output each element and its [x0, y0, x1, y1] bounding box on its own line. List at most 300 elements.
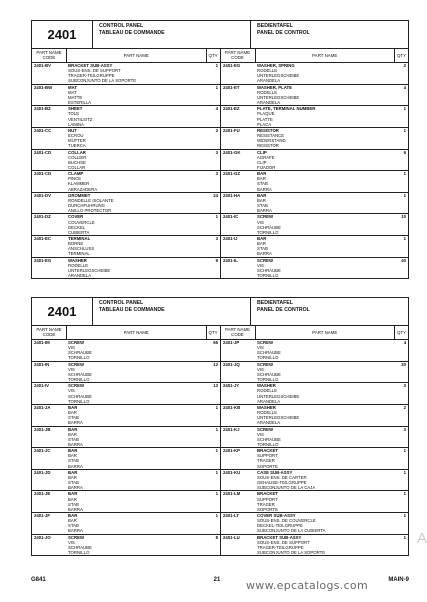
part-name-line: COUVERCLE [68, 219, 95, 225]
part-name-line: BARRA [68, 420, 83, 426]
part-name-line: MATTE [68, 94, 83, 100]
table-row [221, 214, 408, 236]
part-name-line: SOUS-ENS. DE CARTER [257, 474, 307, 480]
part-number: 2401-BW [34, 84, 53, 90]
part-name-line: BARRA [68, 441, 83, 447]
part-name-line: SOPORTE [257, 506, 278, 512]
quantity: 1 [215, 84, 218, 90]
part-name-line: STAB [257, 181, 268, 187]
part-name-line: BARRA [257, 186, 272, 192]
table-row [32, 427, 220, 449]
part-name-line: BAR [68, 453, 77, 459]
part-name-line: SUBCONJUNTO DE LA SOPORTE [257, 550, 326, 556]
part-name-line: SCREW [68, 383, 84, 389]
parts-panel-1 [31, 20, 409, 279]
part-name-line: BAR [68, 513, 78, 518]
part-name-line: SUPPORT [257, 496, 278, 502]
quantity: 4 [403, 340, 406, 345]
part-number: 2401-JA [34, 404, 51, 410]
part-number: 2401-EG [223, 63, 241, 68]
part-name [66, 470, 207, 491]
part-name [255, 150, 395, 171]
table-row [221, 85, 408, 107]
part-name-line: ARANDELA [68, 273, 92, 279]
part-name-line: ANSCHLUSS [68, 246, 95, 252]
part-number: 2401-KP [223, 448, 240, 454]
quantity: 20 [401, 361, 406, 367]
group-code: 2401 [32, 298, 93, 325]
part-name [255, 340, 395, 361]
part-name [255, 214, 395, 235]
part-name-line: COLLAR [68, 149, 86, 155]
part-name-line: VIS [257, 262, 264, 268]
part-name [255, 513, 395, 534]
part-name [66, 128, 207, 149]
title-en-fr [93, 298, 250, 325]
table-row [221, 236, 408, 258]
part-name-line: TORNILLO [257, 273, 279, 279]
part-name-line: RODELLE [257, 89, 278, 95]
part-name-line: WASHER [257, 404, 276, 410]
part-number: 2401-EZ [223, 106, 240, 112]
part-name-line: SCHRAUBE [257, 436, 281, 442]
part-name-line: SCHRAUBE [68, 350, 92, 356]
part-name [255, 470, 395, 491]
panel-header [32, 21, 408, 49]
quantity: 4 [215, 106, 218, 112]
part-name-line: RODELLE [257, 410, 278, 416]
part-name [66, 513, 207, 534]
quantity: 1 [403, 534, 406, 540]
table-row [221, 150, 408, 172]
part-name-line: ESTERILLA [68, 100, 92, 106]
part-name-line: TORNILLO [68, 355, 90, 361]
table-row [221, 340, 408, 362]
part-name-line: SCREW [257, 257, 273, 263]
column-header [32, 326, 408, 340]
part-name-line: STAB [257, 203, 268, 209]
table-row [221, 427, 408, 449]
part-name-line: VIS [68, 345, 75, 351]
part-name-line: BARRA [68, 506, 83, 512]
part-name-line: RODELLE [68, 262, 89, 268]
part-name-line: TERMINAL [68, 251, 90, 257]
part-number: 2401-KB [223, 404, 241, 410]
part-name-line: PLATTE [257, 116, 273, 122]
title-en-fr [93, 21, 250, 48]
part-name-line: DECKEL-TEILGRUPPE [257, 523, 303, 529]
part-name [66, 405, 207, 426]
part-name-line: AGRAFE [257, 154, 275, 160]
table-row [221, 106, 408, 128]
part-name-line: TOLE [68, 111, 80, 117]
quantity: 3 [403, 383, 406, 389]
quantity: 6 [403, 149, 406, 155]
part-name-line: ARANDELA [257, 100, 281, 106]
quantity: 66 [213, 340, 218, 345]
part-name-line: VIS [257, 431, 264, 437]
part-name [255, 405, 395, 426]
group-code: 2401 [32, 21, 93, 48]
quantity: 12 [213, 361, 218, 367]
part-name-line: VIS [257, 219, 264, 225]
panel-header [32, 298, 408, 326]
part-name-line: BAR [257, 241, 266, 247]
part-number: 2401-CD [34, 149, 52, 155]
part-name [66, 535, 207, 556]
part-name-line: SUPPORT [257, 453, 278, 459]
part-name-line: TORNILLO [257, 355, 279, 361]
part-name-line: WASHER, SPRING [257, 63, 295, 68]
model-code: G841 [31, 577, 46, 583]
part-name-line: SCHRAUBE [68, 393, 92, 399]
qty-header: QTY [396, 330, 407, 335]
quantity: 1 [403, 491, 406, 497]
part-name-line: SOUS-ENS. DE SUPPORT [257, 539, 310, 545]
part-number: 2401-IV [34, 383, 50, 389]
quantity: 3 [215, 127, 218, 133]
part-name-line: WIDERSTAND [257, 138, 286, 144]
table-row [221, 193, 408, 215]
part-name [255, 383, 395, 404]
part-name-line: SCREW [257, 426, 273, 432]
part-name-line: TRAGER-TEILGRUPPE [68, 73, 115, 79]
quantity: 3 [215, 149, 218, 155]
quantity: 1 [215, 426, 218, 432]
title-fr: TABLEAU DE COMMANDE [99, 30, 165, 36]
part-number: 2401-JO [34, 534, 51, 540]
part-name-line: ARANDELA [257, 420, 281, 426]
parts-column-right [220, 340, 408, 555]
table-row [32, 362, 220, 384]
quantity: 1 [215, 491, 218, 497]
part-name-line: BARRA [68, 485, 83, 491]
part-name-line: COVER SUB-ASSY [257, 513, 296, 518]
title-es: PANEL DE CONTROL [257, 307, 310, 313]
part-name-line: MAT [68, 89, 77, 95]
part-number: 2401-DV [34, 192, 51, 198]
parts-column-left [32, 340, 220, 555]
part-name [255, 427, 395, 448]
table-row [221, 535, 408, 556]
part-name-line: SUBCONJUNTO DE LA CAJA [257, 485, 316, 491]
part-name [66, 150, 207, 171]
part-name-line: PLAQUE [257, 111, 275, 117]
table-row [32, 150, 220, 172]
part-name-line: SCREW [68, 340, 84, 345]
part-name-line: STAB [68, 458, 79, 464]
table-row [32, 448, 220, 470]
part-name-line: COVER [68, 214, 84, 220]
quantity: 10 [401, 214, 406, 220]
side-fragment: A [416, 530, 427, 547]
quantity: 1 [215, 404, 218, 410]
quantity: 1 [215, 469, 218, 475]
part-name-line: WASHER [68, 257, 87, 263]
part-name-line: VIS [68, 539, 75, 545]
table-row [221, 405, 408, 427]
table-row [32, 214, 220, 236]
part-number: 2401-JD [34, 469, 51, 475]
part-name-line: CLIP [257, 149, 267, 155]
part-name-line: WASHER [257, 383, 276, 389]
part-name-header: PART NAME [256, 326, 396, 339]
part-name [66, 383, 207, 404]
column-header [32, 49, 408, 63]
part-name-line: VIS [68, 366, 75, 372]
table-row [32, 106, 220, 128]
part-number: 2401-EC [34, 236, 51, 241]
part-name-line: BRACKET [257, 448, 279, 454]
part-name-line: BAR [68, 469, 78, 475]
part-name-line: SCHRAUBE [257, 371, 281, 377]
part-name-line: STAB [68, 523, 79, 529]
part-name-line: TRAGER [257, 458, 275, 464]
part-name-line: SCHRAUBE [257, 350, 281, 356]
part-name [66, 491, 207, 512]
table-row [32, 383, 220, 405]
part-number: 2401-CC [34, 127, 52, 133]
part-name [255, 171, 395, 192]
parts-column-left [32, 63, 220, 278]
part-name-header: PART NAME [67, 49, 207, 62]
part-name [255, 128, 395, 149]
part-number: 2401-JC [34, 448, 51, 454]
part-name [255, 362, 395, 383]
part-name [66, 448, 207, 469]
part-name-header: PART NAME [256, 49, 396, 62]
table-row [221, 362, 408, 384]
part-name-line: BAR [257, 236, 267, 241]
part-number: 2401-GZ [223, 171, 240, 177]
part-name-line: TUERCA [68, 143, 86, 149]
part-name-line: GROMMET [68, 192, 91, 198]
part-name-line: SOUS-ENS. DE COUVERCLE [257, 518, 316, 524]
part-name-line: BAR [68, 404, 78, 410]
title-en: CONTROL PANEL [99, 300, 144, 306]
table-row [32, 340, 220, 362]
part-name-line: CASE SUB-ASSY [257, 469, 293, 475]
part-name [255, 491, 395, 512]
part-name [255, 258, 395, 279]
quantity: 1 [215, 448, 218, 454]
table-row [32, 193, 220, 215]
part-name [66, 85, 207, 106]
table-row [32, 85, 220, 107]
part-number: 2401-ET [223, 84, 240, 90]
part-number: 2401-JE [34, 491, 51, 497]
title-de: BEDIENTAFEL [257, 23, 293, 29]
quantity: 1 [403, 469, 406, 475]
table-row [221, 258, 408, 279]
part-code-header: PART NAME CODE [221, 49, 256, 62]
part-name-line: TORNILLO [68, 377, 90, 383]
part-name-line: CUBIERTA [68, 229, 90, 235]
part-name [66, 427, 207, 448]
part-name-line: MAT [68, 84, 77, 90]
part-name-line: SCREW [68, 534, 84, 540]
table-row [32, 491, 220, 513]
part-name [255, 63, 395, 84]
part-name-line: BARRA [257, 208, 272, 214]
part-number: 2401-HA [223, 192, 241, 198]
part-name-line: BARRA [68, 463, 83, 469]
part-number: 2401-GK [223, 149, 241, 155]
part-name [66, 340, 207, 361]
part-name-line: COLLIER [68, 154, 87, 160]
parts-column-right [220, 63, 408, 278]
part-number: 2401-KU [223, 469, 241, 475]
part-number: 2401-JB [34, 426, 51, 432]
part-number: 2401-CD [34, 171, 52, 177]
part-name-line: UNTERLEGSCHEIBE [257, 415, 300, 421]
part-name-line: RESISTOR [257, 127, 279, 133]
part-name-line: SCHRAUBE [257, 267, 281, 273]
part-code-header: PART NAME CODE [221, 326, 256, 339]
part-name-line: RODELLE [257, 388, 278, 394]
part-name-line: LAMINA [68, 121, 84, 127]
part-name-line: BAR [68, 496, 77, 502]
part-name-line: UNTERLEGSCHEIBE [257, 73, 300, 79]
quantity: 3 [215, 236, 218, 241]
part-number: 2401-LM [223, 491, 241, 497]
part-number: 2401-IN [34, 361, 50, 367]
part-name-line: ARANDELA [257, 78, 281, 84]
part-name-line: TORNILLO [68, 550, 90, 556]
part-name-line: TRAGER-TEILGRUPPE [257, 544, 304, 550]
quantity: 1 [403, 192, 406, 198]
part-code-header: PART NAME CODE [32, 326, 67, 339]
part-number: 2401-BZ [34, 106, 51, 112]
part-name-line: BRACKET SUB-ASSY [257, 534, 302, 540]
part-number: 2401-EG [34, 257, 52, 263]
table-row [32, 128, 220, 150]
part-name-line: UNTERLEGSCHEIBE [257, 393, 300, 399]
part-name-line: UNTERLEGSCHEIBE [257, 94, 300, 100]
part-name-line: DECKEL [68, 224, 86, 230]
part-name-line: ECROU [68, 133, 84, 139]
part-name-line: SOPORTE [257, 463, 278, 469]
part-name-line: CLIP [257, 159, 267, 165]
part-name-line: STAB [68, 480, 79, 486]
part-name-line: SCHRAUBE [68, 544, 92, 550]
table-row [32, 405, 220, 427]
part-name [66, 258, 207, 279]
part-name-line: SCREW [257, 340, 273, 345]
part-name-line: STAB [68, 415, 79, 421]
quantity: 40 [401, 257, 406, 263]
part-name-line: WASHER, PLATE [257, 84, 293, 90]
table-row [221, 513, 408, 535]
part-name-line: BORNE [68, 241, 84, 247]
table-row [32, 470, 220, 492]
qty-header: QTY [396, 53, 407, 58]
part-name-line: TORNILLO [68, 398, 90, 404]
quantity: 4 [403, 84, 406, 90]
table-row [221, 383, 408, 405]
part-name-line: DURCHFUHRUNG [68, 203, 105, 209]
part-name-line: ANILLO PROTECTOR [68, 208, 112, 214]
part-name [66, 106, 207, 127]
part-name [66, 362, 207, 383]
part-name-line: VIS [257, 345, 264, 351]
quantity: 1 [403, 236, 406, 241]
part-name [66, 214, 207, 235]
watermark: www.epcatalogs.com [246, 579, 368, 592]
quantity: 1 [215, 214, 218, 220]
part-number: 2401-IJ [223, 236, 238, 241]
part-name-line: ARANDELA [257, 398, 281, 404]
part-name-line: GEHAUSE-TEILGRUPPE [257, 480, 307, 486]
part-name-line: BAR [257, 171, 267, 177]
part-name [255, 85, 395, 106]
section-code: MAIN-9 [388, 577, 409, 583]
part-name-line: TRAGER [257, 501, 275, 507]
part-name-line: SCREW [257, 361, 273, 367]
table-row [221, 448, 408, 470]
quantity: 8 [215, 534, 218, 540]
part-name-line: BUCHSE [68, 159, 86, 165]
quantity: 1 [403, 448, 406, 454]
part-name-line: RONDELLE ISOLANTE [68, 197, 114, 203]
page-number: 21 [213, 577, 221, 583]
part-name-line: VIS [68, 388, 75, 394]
quantity: 13 [213, 383, 218, 389]
quantity: 1 [215, 513, 218, 518]
part-code-header: PART NAME CODE [32, 49, 67, 62]
quantity: 2 [403, 63, 406, 68]
part-number: 2401-IM [34, 340, 50, 345]
table-row [221, 491, 408, 513]
parts-panel-2 [31, 297, 409, 556]
table-row [32, 258, 220, 279]
part-name [66, 171, 207, 192]
part-name-line: BAR [68, 491, 78, 497]
part-name-line: SHEET [68, 106, 83, 112]
part-name-line: BAR [257, 176, 266, 182]
quantity: 1 [215, 63, 218, 68]
part-name-line: BRACKET SUB-ASSY [68, 63, 113, 68]
part-name-line: SOUS-ENS. DE SUPPORT [68, 68, 121, 74]
part-number: 2401-KJ [223, 426, 240, 432]
part-name [66, 63, 207, 84]
part-name-line: SCREW [257, 214, 273, 220]
part-name [66, 236, 207, 257]
part-name-line: BAR [68, 518, 77, 524]
table-row [32, 171, 220, 193]
title-de-es [250, 298, 408, 325]
part-number: 2401-JP [223, 340, 240, 345]
part-name-line: BARRA [68, 528, 83, 534]
quantity: 1 [403, 106, 406, 112]
table-row [221, 171, 408, 193]
part-name-line: RESISTANCE [257, 133, 285, 139]
quantity: 1 [403, 127, 406, 133]
quantity: 1 [403, 513, 406, 518]
part-name-line: VENTILSITZ [68, 116, 93, 122]
part-name-line: SCHRAUBE [68, 371, 92, 377]
part-name-line: BRACKET [257, 491, 279, 497]
part-number: 2401-BV [34, 63, 51, 68]
table-row [221, 128, 408, 150]
part-name-line: ABRAZADERA [68, 186, 98, 192]
part-number: 2401-DZ [34, 214, 51, 220]
part-name-line: SCHRAUBE [257, 224, 281, 230]
part-name [255, 236, 395, 257]
part-name-line: BAR [68, 410, 77, 416]
part-name-line: PLACA [257, 121, 272, 127]
part-number: 2401-IL [223, 257, 238, 263]
